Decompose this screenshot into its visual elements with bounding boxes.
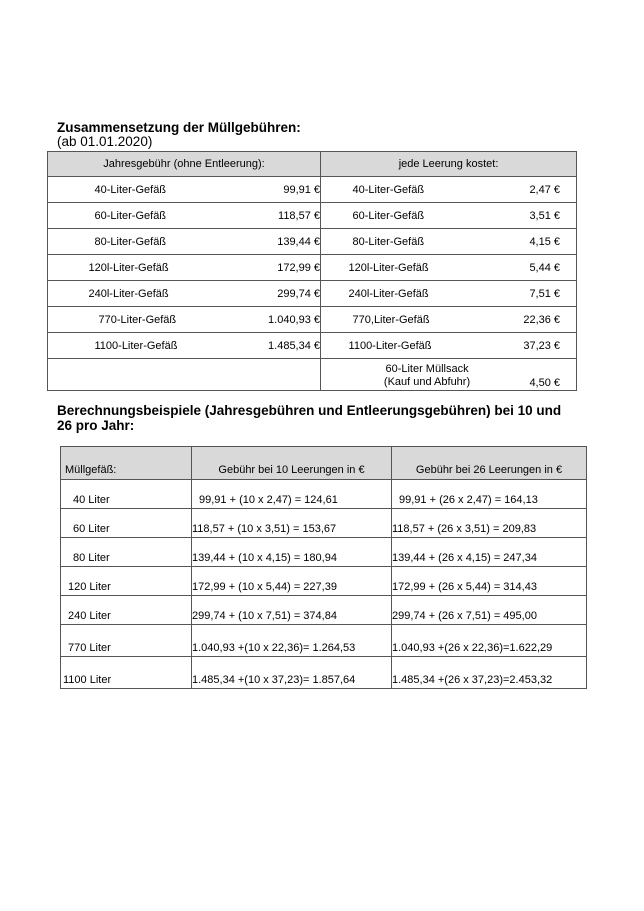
calc-10: 118,57 + (10 x 3,51) = 153,67 (192, 509, 392, 538)
table-row (48, 307, 577, 333)
table-row (48, 359, 577, 391)
container-name: 770-Liter-Gefäß (95, 307, 238, 333)
emptying-fee-value: 3,51 € (502, 203, 577, 229)
container-name: 120l-Liter-Gefäß (353, 255, 502, 281)
emptying-fee-value: 4,50 € (502, 359, 577, 391)
annual-fee-value: 1.485,34 € (238, 333, 321, 359)
container-name: 770,Liter-Gefäß (353, 307, 502, 333)
header-26-emptyings: Gebühr bei 26 Leerungen in € (392, 447, 587, 480)
container-size: 240 Liter (61, 596, 192, 625)
container-size: 80 Liter (61, 538, 192, 567)
calc-10: 99,91 + (10 x 2,47) = 124,61 (192, 480, 392, 509)
container-name: 80-Liter-Gefäß (95, 229, 238, 255)
container-name: 60-Liter-Gefäß (95, 203, 238, 229)
container-name: 1100-Liter-Gefäß (353, 333, 502, 359)
table-row (48, 203, 577, 229)
annual-fee-value: 139,44 € (238, 229, 321, 255)
header-per-emptying: jede Leerung kostet: (321, 152, 577, 177)
container-name: 60-Liter-Gefäß (353, 203, 502, 229)
section1-subtitle: (ab 01.01.2020) (57, 134, 153, 149)
calc-10: 1.485,34 +(10 x 37,23)= 1.857,64 (192, 657, 392, 689)
waste-sack-line2: (Kauf und Abfuhr) (383, 376, 471, 388)
table-row (48, 333, 577, 359)
table-row (61, 480, 587, 509)
emptying-fee-value: 7,51 € (502, 281, 577, 307)
table-row (48, 255, 577, 281)
table-row (61, 567, 587, 596)
section2-title: Berechnungsbeispiele (Jahresgebühren und Entleerungsgebühren) bei 10 und 26 pro Jahr: (57, 403, 562, 433)
table-row (61, 657, 587, 689)
fee-composition-table (47, 151, 577, 391)
calc-26: 1.040,93 +(26 x 22,36)=1.622,29 (392, 625, 587, 657)
table-row (48, 177, 577, 203)
emptying-fee-value: 22,36 € (502, 307, 577, 333)
table-row (61, 625, 587, 657)
section1-title: Zusammensetzung der Müllgebühren: (57, 120, 301, 135)
table-row (61, 538, 587, 567)
emptying-fee-value: 2,47 € (502, 177, 577, 203)
table-row (61, 509, 587, 538)
container-size: 770 Liter (61, 625, 192, 657)
emptying-fee-value: 37,23 € (502, 333, 577, 359)
header-annual-fee: Jahresgebühr (ohne Entleerung): (48, 152, 321, 177)
calc-26: 1.485,34 +(26 x 37,23)=2.453,32 (392, 657, 587, 689)
container-name: 40-Liter-Gefäß (353, 177, 502, 203)
container-name: 120l-Liter-Gefäß (95, 255, 238, 281)
container-name: 1100-Liter-Gefäß (95, 333, 238, 359)
container-name: 80-Liter-Gefäß (353, 229, 502, 255)
container-size: 1100 Liter (61, 657, 192, 689)
calc-26: 99,91 + (26 x 2,47) = 164,13 (392, 480, 587, 509)
container-size: 60 Liter (61, 509, 192, 538)
header-container: Müllgefäß: (61, 447, 192, 480)
calc-10: 1.040,93 +(10 x 22,36)= 1.264,53 (192, 625, 392, 657)
annual-fee-value: 172,99 € (238, 255, 321, 281)
calc-26: 139,44 + (26 x 4,15) = 247,34 (392, 538, 587, 567)
table-row (61, 596, 587, 625)
annual-fee-value: 1.040,93 € (238, 307, 321, 333)
table-row (48, 229, 577, 255)
calc-10: 139,44 + (10 x 4,15) = 180,94 (192, 538, 392, 567)
calc-10: 172,99 + (10 x 5,44) = 227,39 (192, 567, 392, 596)
calculation-examples-table (60, 446, 587, 689)
container-name: 240l-Liter-Gefäß (95, 281, 238, 307)
calc-26: 299,74 + (26 x 7,51) = 495,00 (392, 596, 587, 625)
calc-26: 118,57 + (26 x 3,51) = 209,83 (392, 509, 587, 538)
table-row (48, 281, 577, 307)
table-header-row (48, 152, 577, 177)
container-name: 40-Liter-Gefäß (95, 177, 238, 203)
calc-26: 172,99 + (26 x 5,44) = 314,43 (392, 567, 587, 596)
container-size: 120 Liter (61, 567, 192, 596)
header-10-emptyings: Gebühr bei 10 Leerungen in € (192, 447, 392, 480)
annual-fee-value: 99,91 € (238, 177, 321, 203)
waste-sack-label (353, 359, 502, 391)
annual-fee-value: 118,57 € (238, 203, 321, 229)
table-header-row (61, 447, 587, 480)
calc-10: 299,74 + (10 x 7,51) = 374,84 (192, 596, 392, 625)
container-name: 240l-Liter-Gefäß (353, 281, 502, 307)
emptying-fee-value: 5,44 € (502, 255, 577, 281)
annual-fee-value: 299,74 € (238, 281, 321, 307)
waste-sack-line1: 60-Liter Müllsack (385, 363, 469, 375)
container-size: 40 Liter (61, 480, 192, 509)
emptying-fee-value: 4,15 € (502, 229, 577, 255)
